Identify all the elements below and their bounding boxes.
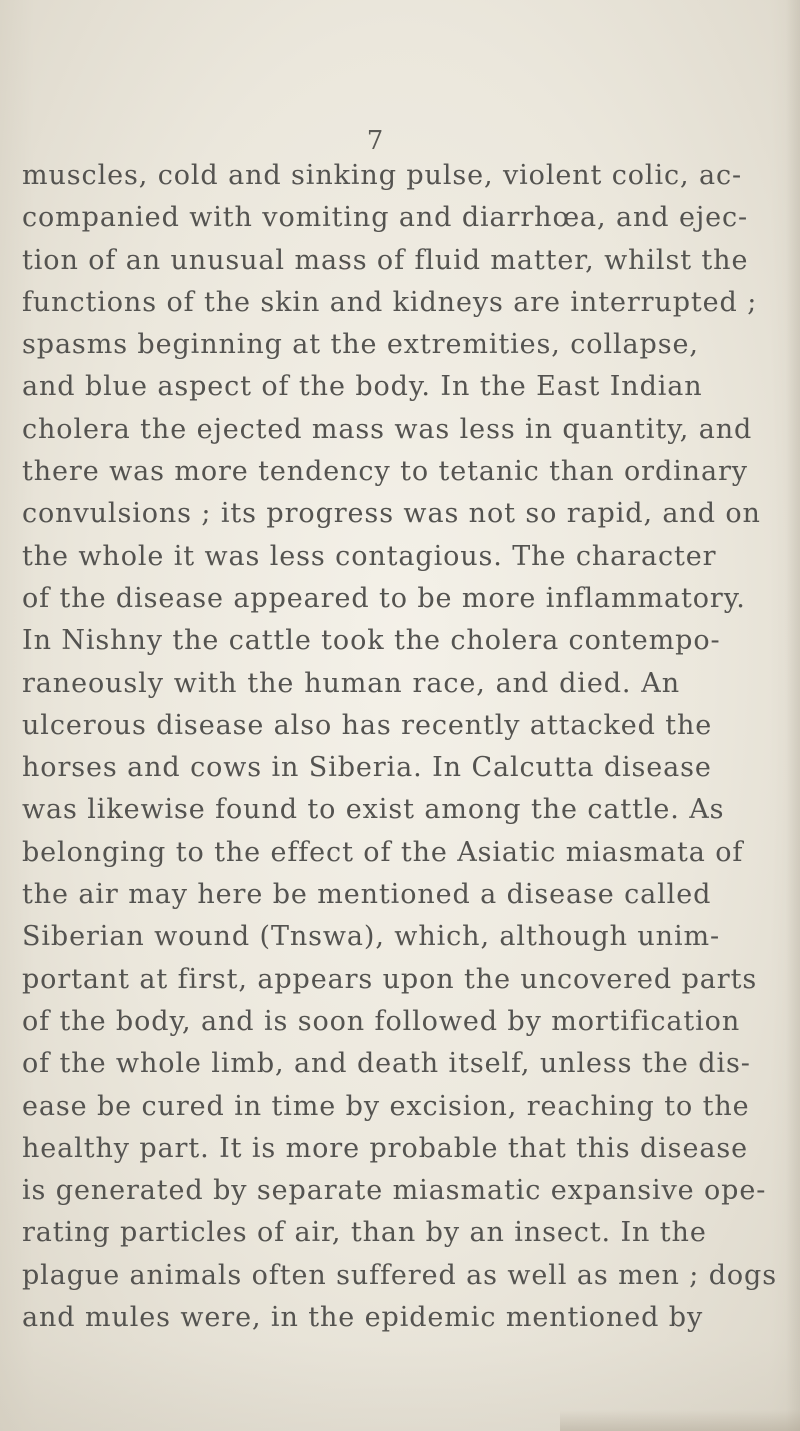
text-line: of the body, and is soon followed by mortification [22,1005,741,1037]
body-text [22,155,777,1339]
text-line: the air may here be mentioned a disease called [22,879,712,911]
text-line: is generated by separate miasmatic expansive ope- [22,1175,767,1207]
text-line: belonging to the effect of the Asiatic miasmata of [22,836,744,868]
text-line: spasms beginning at the extremities, collapse, [22,329,699,361]
text-line: healthy part. It is more probable that this disease [22,1132,748,1164]
text-line: and blue aspect of the body. In the East Indian [22,371,703,403]
text-line: Siberian wound (Tnswa), which, although unim- [22,921,721,953]
text-line: of the whole limb, and death itself, unless the dis- [22,1048,751,1080]
text-line: In Nishny the cattle took the cholera contempo- [22,625,721,657]
page-edge-shadow [786,0,800,1431]
text-line: ease be cured in time by excision, reaching to the [22,1090,750,1122]
text-line: rating particles of air, than by an insect. In the [22,1217,707,1249]
text-line: there was more tendency to tetanic than ordinary [22,456,748,488]
text-line: functions of the skin and kidneys are interrupted ; [22,286,758,318]
text-line: tion of an unusual mass of fluid matter, whilst the [22,244,749,276]
text-line: horses and cows in Siberia. In Calcutta disease [22,752,712,784]
text-line: raneously with the human race, and died. An [22,667,680,699]
text-line: and mules were, in the epidemic mentioned by [22,1302,704,1334]
text-line: companied with vomiting and diarrhœa, and ejec- [22,202,749,234]
text-line: plague animals often suffered as well as men ; dogs [22,1259,777,1291]
page-bottom-stain [560,1410,800,1431]
text-line: was likewise found to exist among the cattle. As [22,794,725,826]
page-number: 7 [366,126,384,156]
text-line: portant at first, appears upon the uncovered parts [22,963,758,995]
text-line: muscles, cold and sinking pulse, violent colic, ac- [22,160,743,191]
text-line: of the disease appeared to be more inflammatory. [22,582,746,614]
text-line: ulcerous disease also has recently attacked the [22,709,713,741]
text-line: the whole it was less contagious. The character [22,540,717,572]
text-line: cholera the ejected mass was less in quantity, and [22,413,753,445]
text-line: convulsions ; its progress was not so rapid, and on [22,498,761,530]
